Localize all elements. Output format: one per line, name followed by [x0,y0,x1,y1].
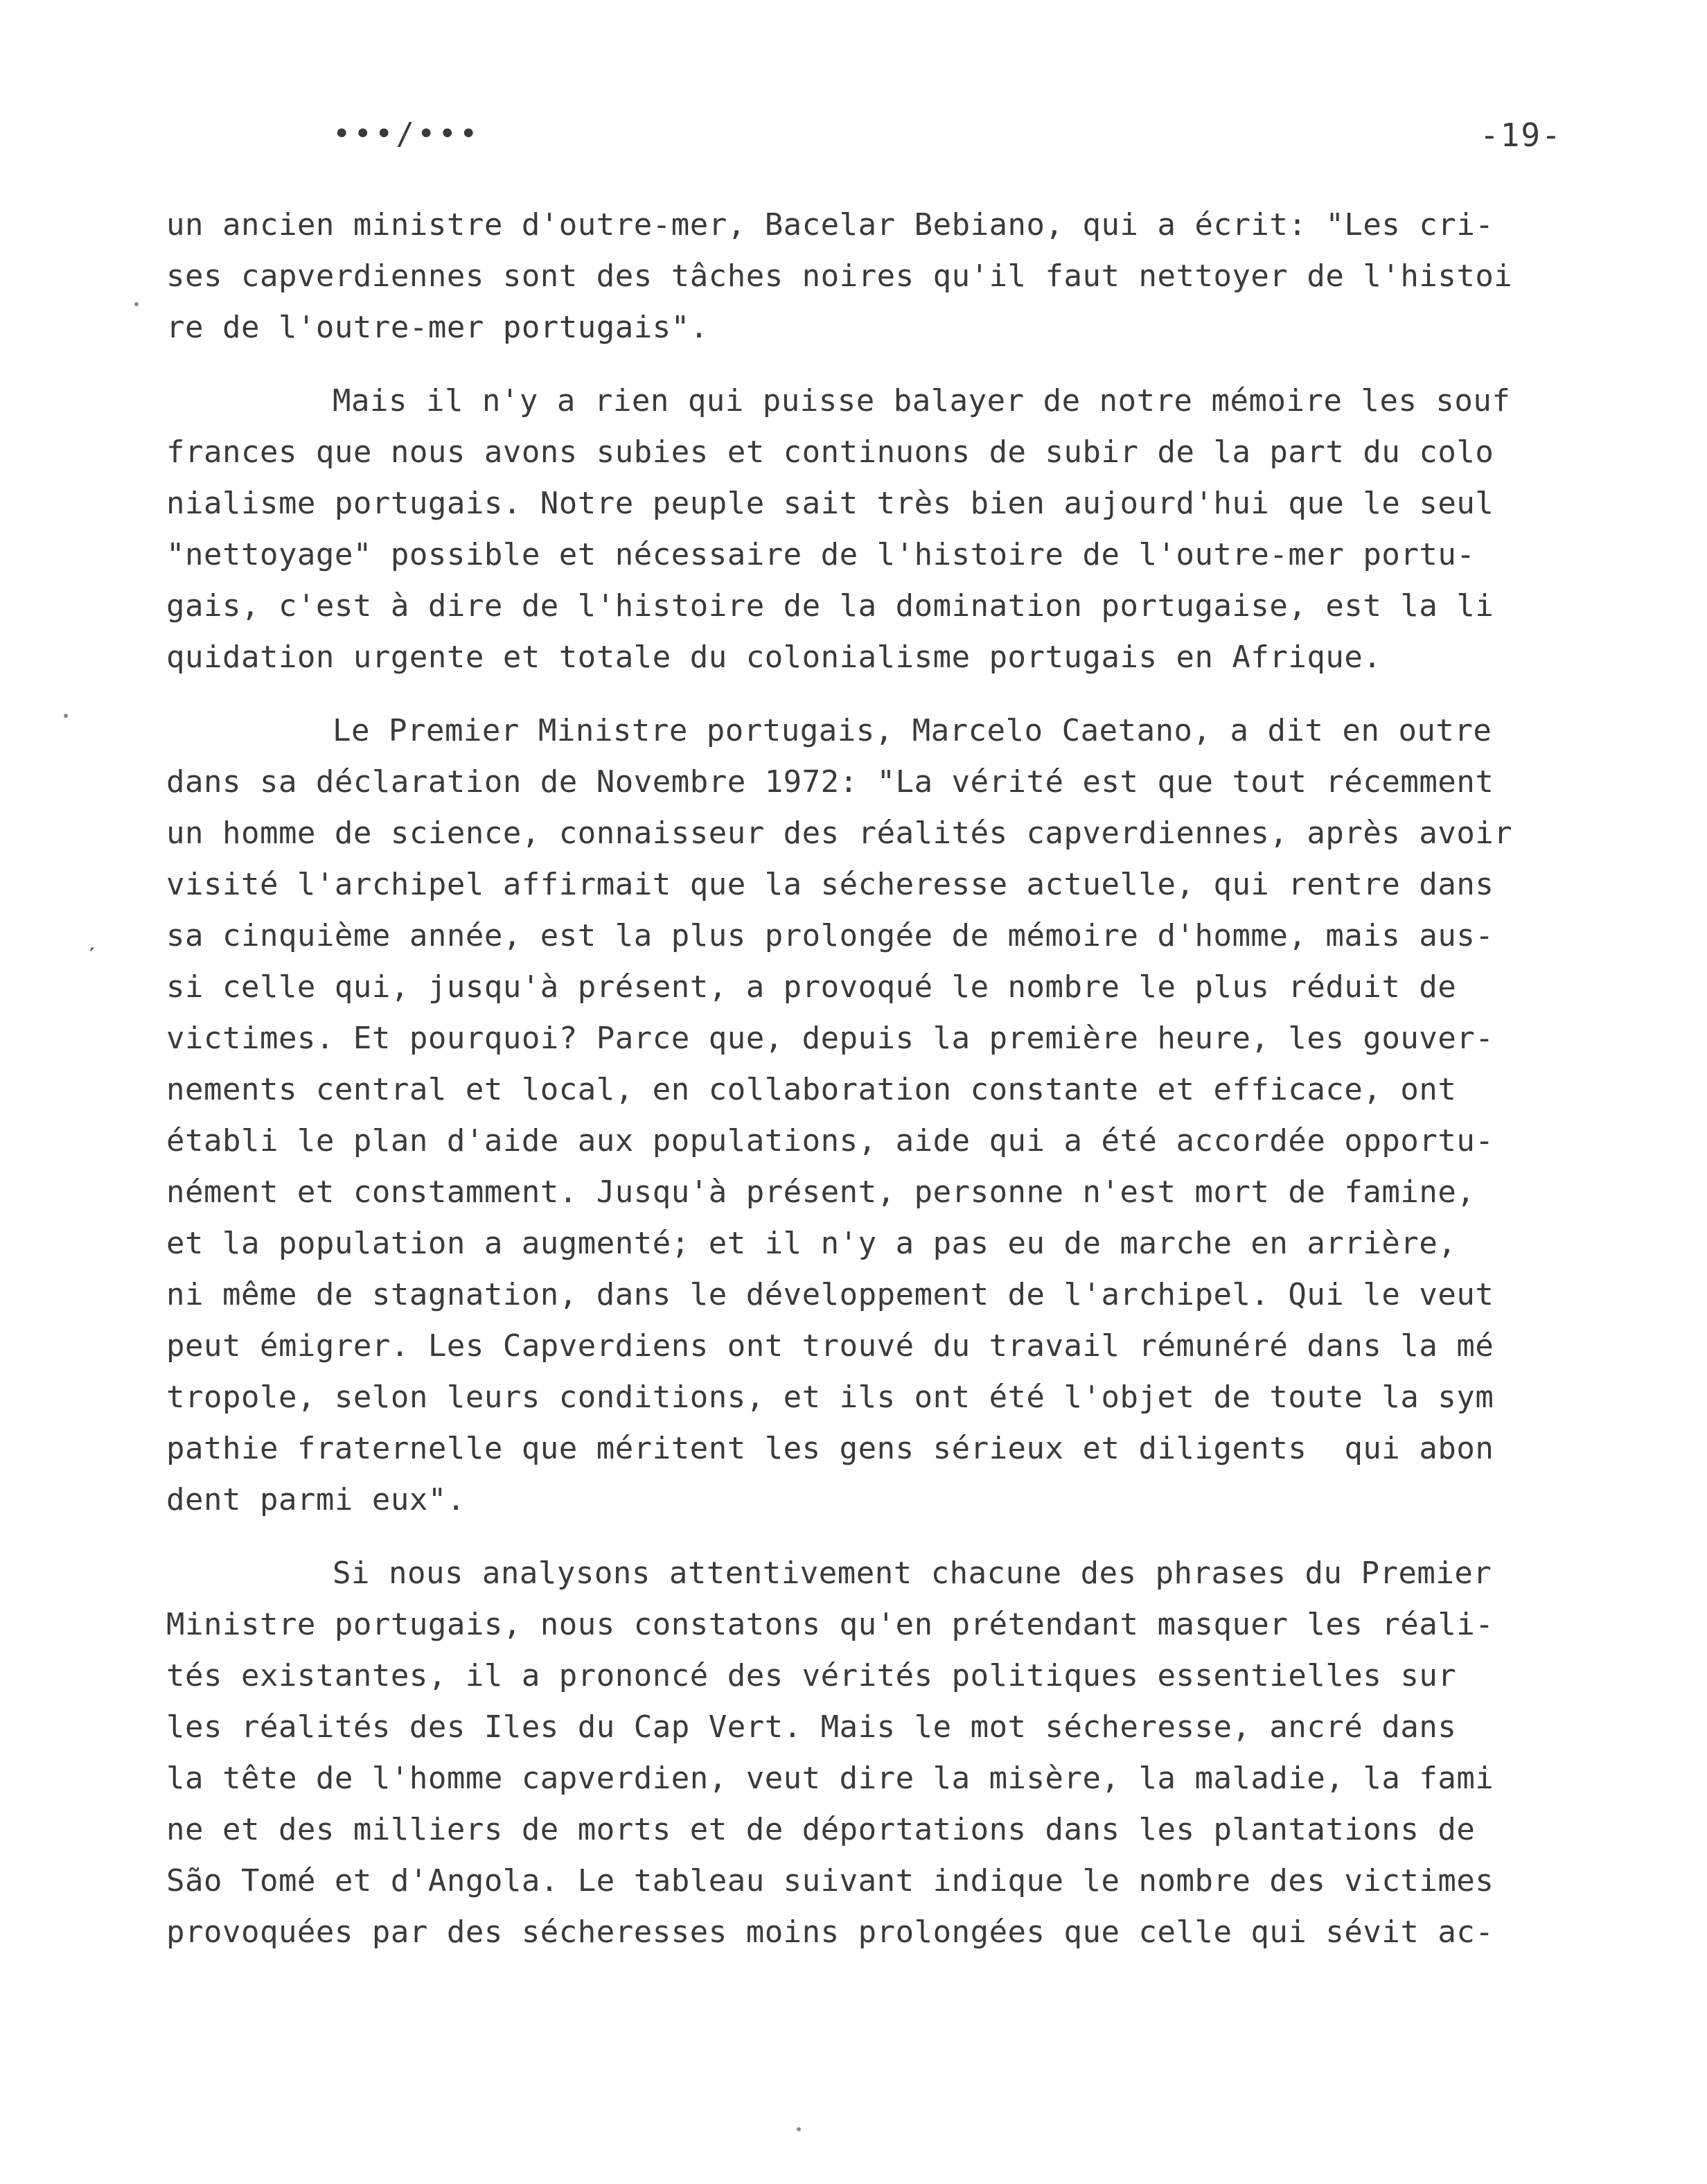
margin-dot [64,714,68,718]
text-line: quidation urgente et totale du colonialisme portugais en Afrique. [166,640,1382,675]
text-line: nialisme portugais. Notre peuple sait très bien aujourd'hui que le seul [166,486,1494,521]
text-line: ses capverdiennes sont des tâches noires qu'il faut nettoyer de l'histoi [166,258,1513,294]
text-line: peut émigrer. Les Capverdiens ont trouvé du travail rémunéré dans la mé [166,1328,1494,1364]
text-line: São Tomé et d'Angola. Le tableau suivant indique le nombre des victimes [166,1863,1494,1899]
text-line: tropole, selon leurs conditions, et ils ont été l'objet de toute la sym [166,1380,1494,1415]
text-line: Ministre portugais, nous constatons qu'en prétendant masquer les réali- [166,1607,1494,1642]
paragraph [166,1548,1656,1958]
text-line: nément et constamment. Jusqu'à présent, personne n'est mort de famine, [166,1174,1476,1210]
text-line: re de l'outre-mer portugais". [166,310,709,345]
text-line: frances que nous avons subies et continuons de subir de la part du colo [166,434,1494,470]
text-line: Si nous analysons attentivement chacune des phrases du Premier [333,1556,1492,1591]
text-line: dans sa déclaration de Novembre 1972: "La vérité est que tout récemment [166,764,1494,800]
text-line: si celle qui, jusqu'à présent, a provoqué le nombre le plus réduit de [166,969,1457,1005]
margin-mark: ˊ [85,944,100,972]
text-line: établi le plan d'aide aux populations, aide qui a été accordée opportu- [166,1123,1494,1159]
text-line: pathie fraternelle que méritent les gens sérieux et diligents qui abon [166,1431,1494,1466]
text-line: nements central et local, en collaboration constante et efficace, ont [166,1072,1457,1107]
text-line: Le Premier Ministre portugais, Marcelo Caetano, a dit en outre [333,713,1492,748]
text-line: la tête de l'homme capverdien, veut dire la misère, la maladie, la fami [166,1761,1494,1796]
margin-dot [797,2127,801,2131]
text-line: sa cinquième année, est la plus prolongée de mémoire d'homme, mais aus- [166,918,1494,953]
text-line: dent parmi eux". [166,1482,466,1517]
body-text [166,200,1656,1958]
text-line: un homme de science, connaisseur des réalités capverdiennes, après avoir [166,816,1513,851]
text-line: ne et des milliers de morts et de déportations dans les plantations de [166,1812,1476,1847]
text-line: Mais il n'y a rien qui puisse balayer de notre mémoire les souf [333,383,1511,419]
text-line: victimes. Et pourquoi? Parce que, depuis la première heure, les gouver- [166,1021,1494,1056]
paragraph [166,376,1656,683]
text-line: provoquées par des sécheresses moins prolongées que celle qui sévit ac- [166,1914,1494,1950]
continuation-marker: •••/••• [333,116,481,152]
paragraph [166,705,1656,1526]
text-line: visité l'archipel affirmait que la sécheresse actuelle, qui rentre dans [166,867,1494,902]
text-line: et la population a augmenté; et il n'y a pas eu de marche en arrière, [166,1226,1457,1261]
text-line: tés existantes, il a prononcé des vérités politiques essentielles sur [166,1658,1457,1693]
text-line: les réalités des Iles du Cap Vert. Mais le mot sécheresse, ancré dans [166,1709,1457,1745]
page-number: -19- [1480,116,1562,154]
text-line: gais, c'est à dire de l'histoire de la domination portugaise, est la li [166,588,1494,624]
text-line: un ancien ministre d'outre-mer, Bacelar Bebiano, qui a écrit: "Les cri- [166,207,1494,243]
text-line: "nettoyage" possible et nécessaire de l'histoire de l'outre-mer portu- [166,537,1476,572]
text-line: ni même de stagnation, dans le développement de l'archipel. Qui le veut [166,1277,1494,1312]
paragraph [166,200,1656,353]
margin-dot [134,302,139,306]
